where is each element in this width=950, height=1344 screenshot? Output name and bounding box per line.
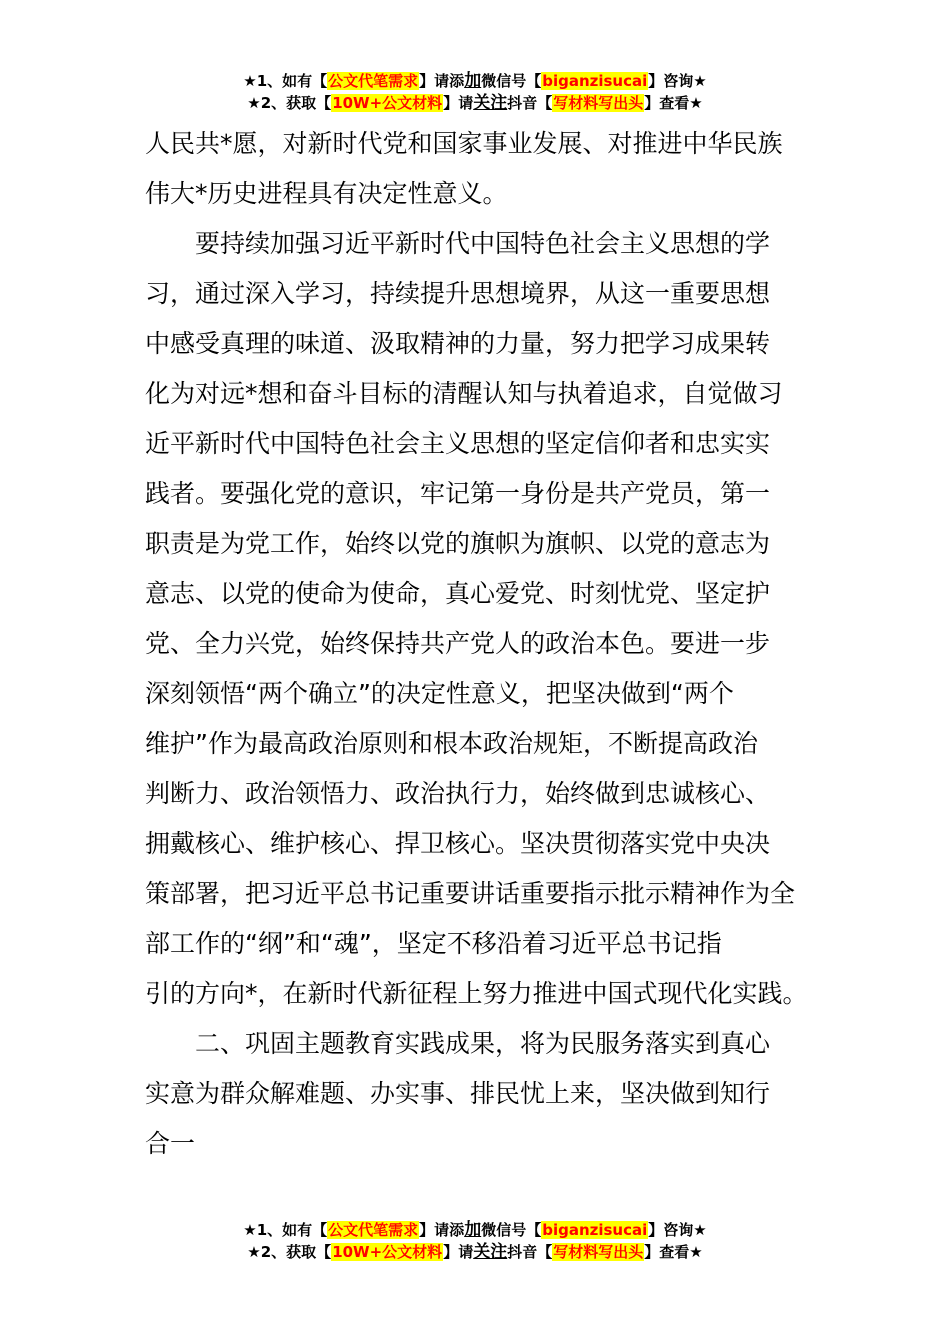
section-heading-line: 二、巩固主题教育实践成果，将为民服务落实到真心 bbox=[195, 1029, 771, 1058]
promo-text: ★1、如有【 bbox=[243, 1221, 328, 1239]
highlight-materials: 10W+公文材料 bbox=[332, 1243, 443, 1261]
underlined-text: 加 bbox=[464, 1220, 482, 1240]
promo-text: 】查看★ bbox=[644, 1243, 703, 1261]
highlight-wechat-id: biganzisucai bbox=[542, 1221, 648, 1239]
body-line: 人民共*愿，对新时代党和国家事业发展、对推进中华民族 bbox=[145, 129, 783, 158]
promo-banner-top bbox=[0, 70, 950, 114]
promo-line-2 bbox=[0, 1241, 950, 1263]
body-line: 拥戴核心、维护核心、捍卫核心。坚决贯彻落实党中央决 bbox=[145, 829, 771, 858]
section-heading-line: 实意为群众解难题、办实事、排民忧上来，坚决做到知行 bbox=[145, 1079, 771, 1108]
promo-text: 微信号【 bbox=[481, 72, 542, 90]
promo-text: ★2、获取【 bbox=[247, 94, 332, 112]
underlined-text: 关注 bbox=[473, 1242, 508, 1262]
document-body bbox=[145, 119, 825, 1169]
highlight-service: 公文代笔需求 bbox=[328, 1221, 419, 1239]
body-line: 意志、以党的使命为使命，真心爱党、时刻忧党、坚定护 bbox=[145, 579, 771, 608]
paragraph-start-line: 要持续加强习近平新时代中国特色社会主义思想的学 bbox=[195, 229, 771, 258]
promo-text: ★1、如有【 bbox=[243, 72, 328, 90]
promo-text: 】请 bbox=[443, 94, 474, 112]
promo-text: 抖音【 bbox=[507, 94, 553, 112]
body-line: 维护”作为最高政治原则和根本政治规矩，不断提高政治 bbox=[145, 729, 758, 758]
promo-text: 抖音【 bbox=[507, 1243, 553, 1261]
body-line: 策部署，把习近平总书记重要讲话重要指示批示精神作为全 bbox=[145, 879, 796, 908]
promo-text: 】请添 bbox=[419, 1221, 465, 1239]
promo-line-1 bbox=[0, 1219, 950, 1241]
body-line: 践者。要强化党的意识，牢记第一身份是共产党员，第一 bbox=[145, 479, 771, 508]
body-line: 中感受真理的味道、汲取精神的力量，努力把学习成果转 bbox=[145, 329, 771, 358]
highlight-materials: 10W+公文材料 bbox=[332, 94, 443, 112]
promo-text: 】请添 bbox=[419, 72, 465, 90]
highlight-douyin-account: 写材料写出头 bbox=[553, 94, 644, 112]
promo-text: 】查看★ bbox=[644, 94, 703, 112]
underlined-text: 加 bbox=[464, 71, 482, 91]
promo-text: 】咨询★ bbox=[648, 1221, 707, 1239]
section-heading-line: 合一 bbox=[145, 1129, 196, 1158]
promo-banner-bottom bbox=[0, 1219, 950, 1263]
body-line: 职责是为党工作，始终以党的旗帜为旗帜、以党的意志为 bbox=[145, 529, 771, 558]
body-line: 引的方向*，在新时代新征程上努力推进中国式现代化实践。 bbox=[145, 979, 808, 1008]
highlight-service: 公文代笔需求 bbox=[328, 72, 419, 90]
promo-text: 】咨询★ bbox=[648, 72, 707, 90]
body-line: 习，通过深入学习，持续提升思想境界，从这一重要思想 bbox=[145, 279, 771, 308]
highlight-wechat-id: biganzisucai bbox=[542, 72, 648, 90]
body-line: 近平新时代中国特色社会主义思想的坚定信仰者和忠实实 bbox=[145, 429, 771, 458]
body-line: 化为对远*想和奋斗目标的清醒认知与执着追求，自觉做习 bbox=[145, 379, 783, 408]
promo-line-1 bbox=[0, 70, 950, 92]
body-line: 党、全力兴党，始终保持共产党人的政治本色。要进一步 bbox=[145, 629, 771, 658]
body-line: 判断力、政治领悟力、政治执行力，始终做到忠诚核心、 bbox=[145, 779, 771, 808]
body-line: 深刻领悟“两个确立”的决定性意义，把坚决做到“两个 bbox=[145, 679, 734, 708]
body-line: 伟大*历史进程具有决定性意义。 bbox=[145, 179, 508, 208]
body-line: 部工作的“纲”和“魂”，坚定不移沿着习近平总书记指 bbox=[145, 929, 722, 958]
promo-line-2 bbox=[0, 92, 950, 114]
promo-text: 】请 bbox=[443, 1243, 474, 1261]
promo-text: ★2、获取【 bbox=[247, 1243, 332, 1261]
promo-text: 微信号【 bbox=[481, 1221, 542, 1239]
highlight-douyin-account: 写材料写出头 bbox=[553, 1243, 644, 1261]
underlined-text: 关注 bbox=[473, 93, 508, 113]
